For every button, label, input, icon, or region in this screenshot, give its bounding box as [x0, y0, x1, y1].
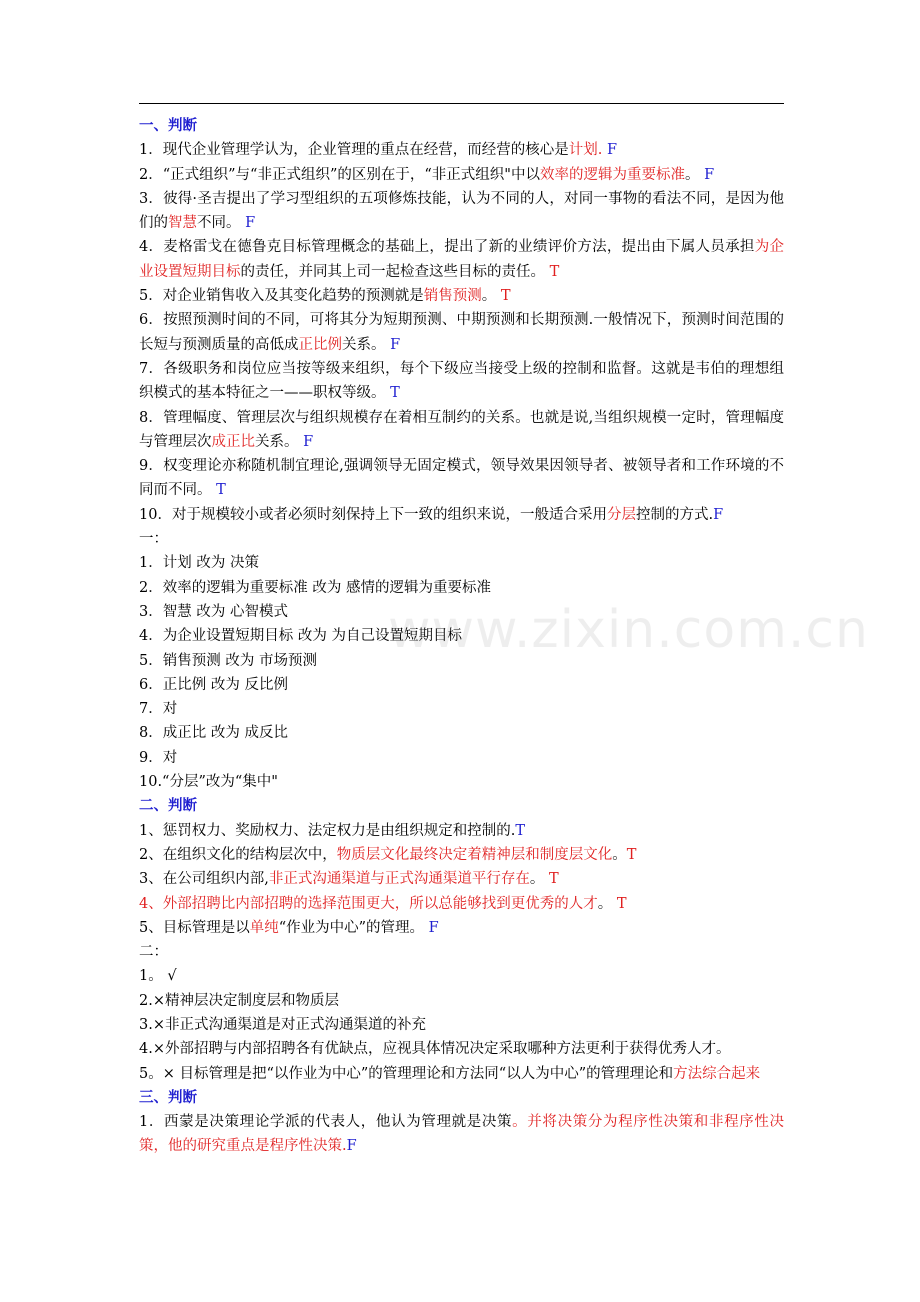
text-segment: 智慧: [168, 215, 197, 232]
text-segment: 二：: [139, 944, 168, 961]
text-segment: 为企业设置短期目标: [139, 239, 784, 280]
text-line: [139, 527, 784, 551]
text-line: [139, 284, 784, 308]
text-segment: 。并将决策分为程序性决策和非程序性决策，他的研究重点是程序性决策.: [139, 1114, 784, 1155]
text-segment: 3．智慧 改为 心智模式: [139, 603, 288, 620]
text-segment: 。: [529, 871, 549, 888]
text-segment: 1。 √: [139, 968, 177, 985]
text-line: [139, 624, 784, 648]
text-segment: F: [346, 1138, 357, 1155]
text-segment: F: [245, 215, 256, 232]
text-segment: T: [500, 288, 511, 305]
text-line: [139, 308, 784, 357]
header-rule: [139, 103, 784, 104]
text-segment: F: [713, 506, 724, 523]
text-line: [139, 187, 784, 236]
text-line: [139, 940, 784, 964]
document-body: [139, 114, 784, 1159]
text-segment: 方法综合起来: [673, 1065, 761, 1082]
text-segment: 三、判断: [139, 1088, 197, 1106]
text-segment: 2．“正式组织”与“非正式组织”的区别在于，“非正式组织"中以: [139, 166, 540, 183]
text-segment: “作业为中心”的管理。: [278, 919, 429, 936]
text-line: [139, 916, 784, 940]
document-page: [139, 103, 784, 1159]
text-segment: 10．对于规模较小或者必须时刻保持上下一致的组织来说，一般适合采用: [139, 506, 607, 523]
text-segment: 7．各级职务和岗位应当按等级来组织，每个下级应当接受上级的控制和监督。这就是韦伯的理想组织模式的基本特征之一——职权等级。: [139, 360, 784, 402]
text-segment: 1、惩罚权力、奖励权力、法定权力是由组织规定和控制的.: [139, 822, 516, 839]
text-segment: 5。× 目标管理是把“以作业为中心”的管理理论和方法同“以人为中心”的管理理论和: [139, 1065, 674, 1082]
text-segment: F: [602, 142, 618, 159]
text-segment: 4．为企业设置短期目标 改为 为自己设置短期目标: [139, 628, 462, 645]
text-segment: 4.×外部招聘与内部招聘各有优缺点，应视具体情况决定采取哪种方法更利于获得优秀人才。: [139, 1041, 731, 1058]
text-line: [139, 892, 784, 916]
text-segment: 4．麦格雷戈在德鲁克目标管理概念的基础上，提出了新的业绩评价方法，提出由下属人员承担: [139, 239, 755, 256]
text-segment: 2.×精神层决定制度层和物质层: [139, 992, 339, 1009]
text-line: [139, 746, 784, 770]
text-line: [139, 649, 784, 673]
text-segment: 计划.: [568, 142, 603, 159]
text-line: [139, 697, 784, 721]
text-line: [139, 357, 784, 406]
text-segment: F: [428, 919, 439, 936]
text-segment: 二、判断: [139, 797, 197, 815]
text-segment: 。: [597, 895, 617, 912]
text-segment: 4、外部招聘比内部招聘的选择范围更大，所以总能够找到更优秀的人才: [139, 895, 598, 912]
text-segment: 单纯: [249, 919, 279, 936]
text-segment: 5．对企业销售收入及其变化趋势的预测就是: [139, 288, 424, 305]
text-segment: 效率的逻辑为重要标准: [539, 166, 685, 183]
watermark: www.zixin.com.cn: [388, 600, 869, 660]
text-segment: T: [626, 846, 637, 863]
text-line: [139, 673, 784, 697]
text-segment: 物质层文化最终决定着精神层和制度层文化: [336, 846, 613, 863]
text-segment: 1．西蒙是决策理论学派的代表人，他认为管理就是决策: [139, 1114, 513, 1131]
text-segment: 9．权变理论亦称随机制宜理论,强调领导无固定模式，领导效果因领导者、被领导者和工作环境的不同而不同。: [139, 458, 784, 499]
text-line: [139, 843, 784, 867]
text-segment: 7．对: [139, 701, 178, 718]
text-segment: 控制的方式.: [635, 506, 714, 523]
text-segment: F: [303, 433, 314, 450]
text-segment: 9．对: [139, 749, 178, 766]
text-segment: 5、目标管理是以: [139, 919, 250, 936]
text-line: [139, 454, 784, 503]
text-line: [139, 989, 784, 1013]
text-segment: 3.×非正式沟通渠道是对正式沟通渠道的补充: [139, 1016, 426, 1033]
text-segment: 3、在公司组织内部,: [139, 871, 269, 888]
text-segment: 1．现代企业管理学认为，企业管理的重点在经营，而经营的核心是: [139, 142, 569, 159]
text-line: [139, 1037, 784, 1061]
text-segment: 销售预测: [423, 288, 482, 305]
text-line: [139, 1013, 784, 1037]
text-segment: F: [390, 336, 401, 353]
text-segment: 非正式沟通渠道与正式沟通渠道平行存在: [268, 871, 530, 888]
text-line: [139, 867, 784, 891]
text-segment: 10.“分层”改为“集中": [139, 774, 278, 791]
text-segment: 一、判断: [139, 117, 197, 134]
text-line: [139, 235, 784, 284]
text-line: [139, 600, 784, 624]
text-line: [139, 721, 784, 745]
text-segment: 不同。: [197, 215, 246, 232]
text-segment: 的责任，并同其上司一起检查这些目标的责任。: [240, 263, 550, 280]
section-heading: [139, 1086, 784, 1110]
text-segment: T: [390, 385, 400, 402]
text-segment: 6．正比例 改为 反比例: [139, 676, 288, 693]
text-segment: 8．管理幅度、管理层次与组织规模存在着相互制约的关系。也就是说,当组织规模一定时，管理幅度与管理层次: [139, 409, 784, 450]
text-line: [139, 163, 784, 187]
text-line: [139, 503, 784, 527]
section-heading: [139, 114, 784, 138]
text-segment: 。: [612, 846, 627, 863]
text-segment: 分层: [606, 506, 636, 523]
text-line: [139, 138, 784, 162]
section-heading: [139, 794, 784, 818]
text-line: [139, 1110, 784, 1159]
text-segment: F: [704, 166, 715, 183]
text-line: [139, 770, 784, 794]
text-segment: 关系。: [342, 336, 391, 353]
text-segment: 6．按照预测时间的不同，可将其分为短期预测、中期预测和长期预测.一般情况下，预测时间范围的长短与预测质量的高低成: [139, 312, 784, 353]
text-segment: T: [548, 871, 559, 888]
text-segment: 2．效率的逻辑为重要标准 改为 感情的逻辑为重要标准: [139, 579, 491, 596]
text-segment: 1．计划 改为 决策: [139, 555, 259, 572]
text-line: [139, 406, 784, 455]
text-segment: T: [216, 482, 226, 499]
text-segment: 关系。: [255, 433, 304, 450]
text-segment: 一：: [139, 531, 168, 548]
text-segment: 3．彼得·圣吉提出了学习型组织的五项修炼技能，认为不同的人，对同一事物的看法不同，是因为他们的: [139, 190, 784, 232]
text-segment: T: [515, 822, 526, 839]
text-segment: 2、在组织文化的结构层次中，: [139, 846, 337, 863]
text-line: [139, 819, 784, 843]
text-segment: 。: [684, 166, 705, 183]
text-segment: 5．销售预测 改为 市场预测: [139, 652, 317, 669]
text-line: [139, 551, 784, 575]
text-line: [139, 1062, 784, 1086]
text-segment: T: [616, 895, 627, 912]
text-segment: 。: [481, 288, 501, 305]
text-segment: T: [549, 263, 560, 280]
text-line: [139, 964, 784, 988]
text-segment: 8．成正比 改为 成反比: [139, 725, 288, 742]
text-line: [139, 576, 784, 600]
text-segment: 成正比: [211, 433, 255, 450]
text-segment: 正比例: [298, 336, 342, 353]
